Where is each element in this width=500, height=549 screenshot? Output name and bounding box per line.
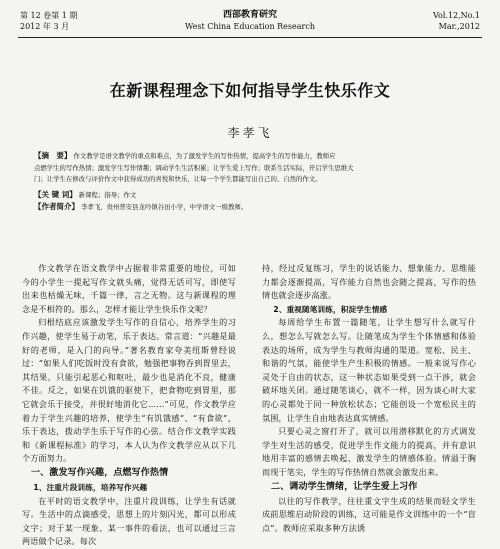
paragraph: 作文教学在语文教学中占据着非常重要的地位，可如今的小学生一提起写作文就头痛，觉得无话可写，即使写出来也枯燥无味，千篇一律，言之无物。这与新课程的理念是不相符的。那么，怎样才能让学生快乐作文呢？ [22,263,236,314]
header-volume-en: Vol.12,No.1 [433,11,480,20]
author-bio-line [34,201,466,214]
header-divider [18,37,482,38]
abstract-label: 【摘 要】 [34,151,72,160]
abstract-text-2: 点燃学生的写作热情；激发学生写作情趣；调动学生生活积累；让学生爱上写作；联系生活实际，开启学生思维大 [34,163,354,172]
keywords-text: 新课程；指导；作文 [78,190,137,199]
paragraph: 只要心灵之窗打开了，就可以用潜移默化的方式调发学生对生活的感受，促进学生作文能力的提高，并有意识地用丰富的感情去唤起、激发学生的情感体验。情溢于胸而现于笔尖，学生的写作热情自然就会激发出来。 [262,426,476,477]
paragraph: 在平时的语文教学中，注重片段训练，让学生有话就写。生活中的点滴感受，思想上的片刻闪光，都可以形成文字；对于某一现象、某一事件的看法，也可以通过三言两语做个记录。每次 [22,495,236,547]
author-bio-label: 【作者简介】 [34,202,79,211]
paragraph: 持，经过反复练习，学生的说话能力、想象能力、思维能力都会逐渐提高，写作能力自然也会随之提高，写作的热情也就会逐步高涨。 [262,263,476,301]
section-heading: 二、调动学生情绪，让学生爱上习作 [271,481,418,492]
subsection-heading: 1、注重片段训练，培养写作兴趣 [33,482,148,492]
article-title: 在新课程理念下如何指导学生快乐作文 [109,81,391,100]
abstract-text-3: 门；让学生在修改与评价作文中获得成功的喜悦和快乐，让每一个学生都能写出自己的、自然的作文。 [34,175,322,183]
header-journal [150,10,350,32]
left-column [22,262,236,549]
header-volume-cn: 第 12 卷第 1 期 [20,11,78,20]
header-date-en: Mar.,2012 [438,22,480,31]
article-author: 李孝飞 [227,126,273,140]
journal-name-cn: 西部教育研究 [222,10,277,20]
paragraph: 归根结底应该激发学生写作的自信心，培养学生的习作兴趣，使学生易于动笔，乐于表达。常言道：“兴趣是最好的老师，是入门的向导。”著名教育家夸美纽斯曾经说过：“如果人们吃饭时没有食欲，勉强把事物吞到胃里去，其结果，只能引起恶心和呕吐，最少也是消化不良，健康不佳。反之，如果在饥饿的驱使下，把食物吃到胃里，那它就会乐于接受，并很好地消化它……”可见，作文教学应着力于学生兴趣的培养，使学生“有饥饿感”、“有食欲”，乐于表达，拨动学生乐于写作的心弦。结合作文教学实践和《新课程标准》的学习，本人认为作文教学应从以下几个方面努力。 [22,317,236,464]
section-heading: 一、激发写作兴趣，点燃写作热情 [31,467,169,478]
header-volume-info [20,10,77,32]
paragraph: 每周给学生布置一篇随笔，让学生想写什么就写什么，想怎么写就怎么写。让随笔成为学生个体情感和体验表达的场所，成为学生与教师沟通的渠道。宽松、民主、和谐的气氛，能使学生产生积极的情感。一般来说写作心灵处于自由的状态，这一种状态如果受到一点干涉，就会破坏地关闭。通过随笔谈心，就不一样，因为谈心时大家的心灵都处于同一种放松状态；它能创设一个宽松民主的氛围，让学生自由地表达真实情感。 [262,317,476,423]
subsection-heading: 2、重视随笔训练，积淀学生情感 [273,304,388,314]
journal-name-en: West China Education Research [185,22,315,31]
keywords-line [34,189,466,202]
header-date-cn: 2012 年 3 月 [20,22,70,31]
abstract-block [34,150,466,214]
abstract-line-1 [34,150,466,163]
right-column [262,262,476,535]
author-bio-text: 李孝飞，贵州普安县龙吟镇谷田小学，中学语文一级教师。 [81,203,248,211]
header-volume-en-info [433,10,480,32]
abstract-text-1: 作文教学是语文教学的重点和难点，为了激发学生的写作热情，提高学生的写作能力，教师应 [73,152,336,160]
keywords-label: 【关 键 词】 [34,189,77,199]
paragraph: 以往的写作教学，往往重文字生成的结果而轻文学生成前思维启动阶段的训练，这可能是作文训练中的一个“盲点”。教师应采取多种方法诱 [262,495,476,533]
